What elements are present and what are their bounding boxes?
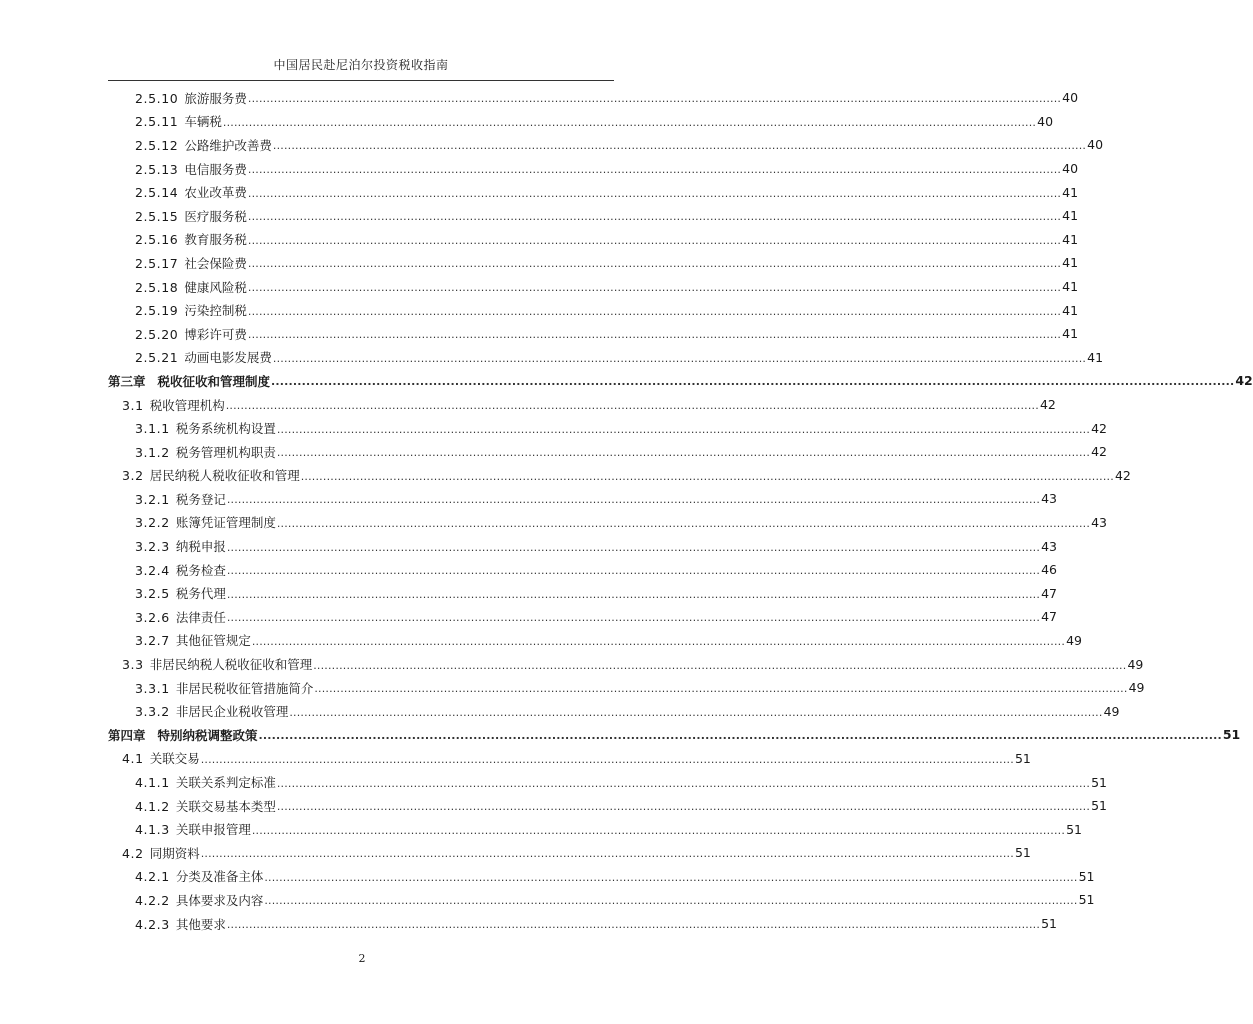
toc-entry-number: 2.5.12 — [135, 137, 179, 153]
toc-entry-page: 51 — [1078, 892, 1095, 908]
page-number: 2 — [358, 952, 366, 965]
toc-entry-label — [135, 207, 248, 225]
toc-entry[interactable] — [108, 440, 1107, 464]
toc-entry-title: 关联关系判定标准 — [175, 775, 276, 791]
toc-entry-title: 车辆税 — [184, 114, 222, 130]
toc-dot-leader: ............................................................................................................................................................................................................................ — [313, 658, 1127, 672]
toc-entry-number: 4.2 — [122, 845, 144, 861]
toc-entry-title: 公路维护改善费 — [184, 137, 272, 153]
toc-entry-page: 49 — [1128, 680, 1145, 696]
toc-entry-page: 51 — [1222, 727, 1241, 743]
toc-dot-leader: ............................................................................................................................................................................................................................ — [200, 847, 1014, 861]
toc-entry-page: 51 — [1091, 774, 1107, 790]
toc-entry[interactable] — [108, 865, 1095, 889]
toc-dot-leader: ............................................................................................................................................................................................................................ — [247, 233, 1062, 247]
toc-entry[interactable] — [108, 652, 1144, 676]
toc-entry-title: 税务检查 — [175, 562, 226, 578]
toc-entry-label — [135, 112, 223, 130]
toc-entry-title: 同期资料 — [149, 845, 200, 861]
toc-entry-number: 2.5.21 — [135, 350, 179, 366]
toc-dot-leader: ............................................................................................................................................................................................................................ — [314, 682, 1128, 696]
toc-entry-label — [135, 631, 252, 649]
toc-entry-page: 47 — [1041, 585, 1057, 601]
toc-entry-label — [122, 466, 301, 484]
toc-entry-number: 3.2.6 — [135, 609, 170, 625]
toc-entry-page: 47 — [1041, 609, 1057, 625]
toc-entry-number: 3.2.3 — [135, 539, 170, 555]
toc-entry-label — [108, 372, 271, 390]
toc-entry-title: 非居民企业税收管理 — [175, 704, 289, 720]
toc-dot-leader: ............................................................................................................................................................................................................................ — [247, 257, 1062, 271]
toc-dot-leader: ............................................................................................................................................................................................................................ — [272, 351, 1087, 365]
toc-entry-title: 税收征收和管理制度 — [157, 373, 271, 389]
toc-dot-leader: ............................................................................................................................................................................................................................ — [271, 375, 1235, 389]
toc-entry[interactable] — [108, 747, 1031, 771]
toc-entry-page: 40 — [1062, 90, 1079, 106]
toc-dot-leader: ............................................................................................................................................................................................................................ — [247, 163, 1062, 177]
toc-entry-title: 具体要求及内容 — [175, 892, 264, 908]
toc-dot-leader: ............................................................................................................................................................................................................................ — [226, 611, 1041, 625]
toc-entry-page: 43 — [1041, 538, 1057, 554]
toc-entry-page: 49 — [1066, 632, 1082, 648]
page-header-title: 中国居民赴尼泊尔投资税收指南 — [273, 58, 449, 72]
table-of-contents — [108, 86, 1253, 935]
header-divider — [108, 80, 614, 81]
toc-entry-title: 居民纳税人税收征收和管理 — [149, 468, 300, 484]
toc-dot-leader: ............................................................................................................................................................................................................................ — [247, 186, 1062, 200]
toc-dot-leader: ............................................................................................................................................................................................................................ — [200, 752, 1014, 766]
toc-entry[interactable] — [108, 676, 1145, 700]
toc-entry-number: 4.1.2 — [135, 798, 170, 814]
toc-entry-label — [122, 655, 313, 673]
toc-entry[interactable] — [108, 511, 1107, 535]
toc-entry-label — [135, 773, 277, 791]
toc-entry-page: 41 — [1062, 302, 1079, 318]
toc-entry-label — [135, 89, 248, 107]
toc-entry-label — [135, 183, 248, 201]
toc-dot-leader: ............................................................................................................................................................................................................................ — [226, 540, 1041, 554]
toc-entry-label — [135, 820, 252, 838]
toc-entry[interactable] — [108, 393, 1056, 417]
toc-dot-leader: ............................................................................................................................................................................................................................ — [247, 210, 1062, 224]
toc-entry-title: 社会保险费 — [184, 255, 247, 271]
toc-dot-leader: ............................................................................................................................................................................................................................ — [276, 800, 1091, 814]
toc-entry-title: 税务管理机构职责 — [175, 444, 276, 460]
toc-dot-leader: ............................................................................................................................................................................................................................ — [226, 587, 1041, 601]
toc-entry-page: 42 — [1039, 397, 1056, 413]
toc-entry-page: 49 — [1127, 656, 1144, 672]
toc-entry-page: 42 — [1091, 444, 1107, 460]
toc-entry-label — [135, 702, 289, 720]
toc-dot-leader: ............................................................................................................................................................................................................................ — [226, 918, 1041, 932]
toc-entry-number: 4.1.3 — [135, 822, 170, 838]
toc-entry-label — [135, 278, 248, 296]
toc-dot-leader: ............................................................................................................................................................................................................................ — [247, 92, 1062, 106]
toc-entry[interactable] — [108, 629, 1082, 653]
toc-entry[interactable] — [108, 157, 1079, 181]
toc-dot-leader: ............................................................................................................................................................................................................................ — [247, 281, 1062, 295]
toc-entry[interactable] — [108, 346, 1104, 370]
toc-dot-leader: ............................................................................................................................................................................................................................ — [276, 516, 1091, 530]
toc-entry-title: 农业改革费 — [184, 185, 247, 201]
toc-entry[interactable] — [108, 794, 1107, 818]
toc-entry-page: 43 — [1091, 514, 1107, 530]
toc-dot-leader: ............................................................................................................................................................................................................................ — [247, 328, 1062, 342]
toc-entry-number: 3.2.5 — [135, 586, 170, 602]
toc-entry[interactable] — [108, 298, 1079, 322]
toc-entry-label — [135, 230, 248, 248]
toc-dot-leader: ............................................................................................................................................................................................................................ — [258, 729, 1222, 743]
toc-entry-label — [122, 396, 226, 414]
toc-entry[interactable] — [108, 251, 1079, 275]
toc-entry-title: 关联交易基本类型 — [175, 798, 276, 814]
toc-entry-label — [122, 844, 201, 862]
toc-entry-number: 2.5.14 — [135, 185, 179, 201]
toc-entry-page: 49 — [1103, 703, 1120, 719]
toc-entry-label — [135, 325, 248, 343]
toc-entry-page: 51 — [1014, 750, 1031, 766]
toc-dot-leader: ............................................................................................................................................................................................................................ — [276, 446, 1091, 460]
toc-entry[interactable] — [108, 723, 1241, 747]
toc-entry-page: 40 — [1037, 113, 1054, 129]
toc-entry-number: 3.3.1 — [135, 680, 170, 696]
toc-entry[interactable] — [108, 912, 1057, 936]
toc-entry-title: 账簿凭证管理制度 — [175, 515, 276, 531]
toc-entry-number: 4.1.1 — [135, 775, 170, 791]
toc-entry[interactable] — [108, 581, 1057, 605]
toc-entry-number: 4.2.2 — [135, 892, 170, 908]
toc-entry-page: 40 — [1087, 137, 1104, 153]
toc-entry-label — [135, 584, 227, 602]
toc-entry-number: 3.2 — [122, 468, 144, 484]
toc-entry-label — [135, 301, 248, 319]
toc-dot-leader: ............................................................................................................................................................................................................................ — [226, 493, 1041, 507]
toc-entry-number: 2.5.15 — [135, 208, 179, 224]
toc-entry-page: 41 — [1062, 208, 1079, 224]
toc-entry[interactable] — [108, 770, 1107, 794]
toc-dot-leader: ............................................................................................................................................................................................................................ — [276, 422, 1091, 436]
toc-entry-title: 税务代理 — [175, 586, 226, 602]
toc-entry-label — [135, 160, 248, 178]
toc-entry[interactable] — [108, 110, 1054, 134]
toc-entry-label — [135, 254, 248, 272]
toc-entry-number: 3.1.2 — [135, 444, 170, 460]
toc-entry-page: 51 — [1066, 821, 1082, 837]
toc-entry-title: 旅游服务费 — [184, 90, 247, 106]
toc-entry-page: 40 — [1062, 161, 1079, 177]
toc-entry-title: 电信服务费 — [184, 161, 247, 177]
toc-entry-page: 42 — [1235, 373, 1253, 389]
toc-entry[interactable] — [108, 228, 1079, 252]
toc-entry-number: 3.1 — [122, 397, 144, 413]
toc-entry-title: 其他要求 — [175, 916, 226, 932]
toc-entry-title: 健康风险税 — [184, 279, 247, 295]
toc-dot-leader: ............................................................................................................................................................................................................................ — [222, 115, 1037, 129]
toc-entry-number: 3.3.2 — [135, 704, 170, 720]
toc-entry[interactable] — [108, 605, 1057, 629]
toc-entry-title: 税务登记 — [175, 491, 226, 507]
toc-entry-number: 2.5.17 — [135, 255, 179, 271]
toc-dot-leader: ............................................................................................................................................................................................................................ — [225, 399, 1039, 413]
toc-entry-title: 关联申报管理 — [175, 822, 251, 838]
toc-entry-label — [135, 419, 277, 437]
toc-entry-number: 3.2.7 — [135, 633, 170, 649]
toc-entry-page: 41 — [1062, 255, 1079, 271]
toc-entry[interactable] — [108, 558, 1057, 582]
toc-entry-number: 4.1 — [122, 751, 144, 767]
toc-entry-label — [135, 797, 277, 815]
toc-entry-label — [135, 561, 227, 579]
toc-entry-label — [135, 608, 227, 626]
toc-entry-number: 3.3 — [122, 657, 144, 673]
toc-entry[interactable] — [108, 487, 1057, 511]
toc-entry[interactable] — [108, 464, 1131, 488]
toc-dot-leader: ............................................................................................................................................................................................................................ — [247, 304, 1062, 318]
toc-entry-title: 非居民税收征管措施简介 — [175, 680, 314, 696]
toc-entry-page: 42 — [1114, 467, 1131, 483]
toc-entry-label — [108, 726, 259, 744]
toc-dot-leader: ............................................................................................................................................................................................................................ — [276, 776, 1091, 790]
toc-entry-page: 41 — [1062, 279, 1079, 295]
toc-entry-number: 3.2.4 — [135, 562, 170, 578]
toc-entry-label — [135, 513, 277, 531]
toc-dot-leader: ............................................................................................................................................................................................................................ — [251, 823, 1066, 837]
toc-entry[interactable] — [108, 841, 1031, 865]
toc-entry[interactable] — [108, 275, 1079, 299]
toc-entry-page: 51 — [1014, 845, 1031, 861]
toc-entry-page: 41 — [1087, 349, 1104, 365]
toc-entry-label — [135, 348, 273, 366]
toc-dot-leader: ............................................................................................................................................................................................................................ — [264, 894, 1078, 908]
toc-entry-label — [135, 891, 264, 909]
toc-entry-number: 2.5.11 — [135, 114, 179, 130]
toc-entry[interactable] — [108, 817, 1082, 841]
toc-entry[interactable] — [108, 322, 1079, 346]
toc-entry-title: 税收管理机构 — [149, 397, 225, 413]
toc-entry-title: 关联交易 — [149, 751, 200, 767]
toc-dot-leader: ............................................................................................................................................................................................................................ — [300, 469, 1114, 483]
toc-entry-number: 2.5.19 — [135, 303, 179, 319]
toc-entry-title: 医疗服务税 — [184, 208, 247, 224]
toc-entry-title: 分类及准备主体 — [175, 869, 264, 885]
toc-entry-number: 2.5.20 — [135, 326, 179, 342]
toc-entry[interactable] — [108, 133, 1104, 157]
toc-entry[interactable] — [108, 534, 1057, 558]
toc-entry-number: 4.2.1 — [135, 869, 170, 885]
toc-entry-title: 博彩许可费 — [184, 326, 247, 342]
toc-entry-title: 特别纳税调整政策 — [157, 727, 258, 743]
toc-entry-label — [135, 679, 314, 697]
toc-entry-title: 非居民纳税人税收征收和管理 — [149, 657, 313, 673]
toc-entry-label — [135, 490, 227, 508]
toc-dot-leader: ............................................................................................................................................................................................................................ — [289, 705, 1103, 719]
toc-entry-number: 2.5.10 — [135, 90, 179, 106]
toc-entry-label — [122, 749, 201, 767]
toc-entry-number: 3.2.2 — [135, 515, 170, 531]
toc-entry-label — [135, 915, 227, 933]
toc-dot-leader: ............................................................................................................................................................................................................................ — [272, 139, 1087, 153]
toc-entry-label — [135, 537, 227, 555]
toc-entry-title: 法律责任 — [175, 609, 226, 625]
toc-entry-label — [135, 136, 273, 154]
toc-entry-number: 2.5.16 — [135, 232, 179, 248]
toc-entry-title: 纳税申报 — [175, 539, 226, 555]
toc-entry-number: 第四章 — [108, 727, 146, 743]
toc-entry[interactable] — [108, 888, 1095, 912]
toc-entry[interactable] — [108, 204, 1079, 228]
toc-entry-page: 41 — [1062, 184, 1079, 200]
toc-entry-page: 46 — [1041, 562, 1057, 578]
toc-entry-number: 第三章 — [108, 373, 146, 389]
toc-entry[interactable] — [108, 86, 1079, 110]
toc-entry[interactable] — [108, 699, 1120, 723]
toc-dot-leader: ............................................................................................................................................................................................................................ — [226, 564, 1041, 578]
toc-entry[interactable] — [108, 416, 1107, 440]
toc-entry-number: 4.2.3 — [135, 916, 170, 932]
toc-entry-title: 教育服务税 — [184, 232, 247, 248]
toc-entry-number: 3.1.1 — [135, 421, 170, 437]
toc-entry-title: 污染控制税 — [184, 303, 247, 319]
toc-entry[interactable] — [108, 180, 1079, 204]
toc-entry-page: 41 — [1062, 231, 1079, 247]
toc-dot-leader: ............................................................................................................................................................................................................................ — [251, 634, 1066, 648]
toc-entry-page: 43 — [1041, 491, 1057, 507]
toc-entry-title: 税务系统机构设置 — [175, 421, 276, 437]
toc-entry-title: 动画电影发展费 — [184, 350, 272, 366]
toc-entry-title: 其他征管规定 — [175, 633, 251, 649]
toc-entry-number: 2.5.13 — [135, 161, 179, 177]
toc-dot-leader: ............................................................................................................................................................................................................................ — [264, 870, 1078, 884]
toc-entry-page: 41 — [1062, 326, 1079, 342]
toc-entry-number: 3.2.1 — [135, 491, 170, 507]
toc-entry-label — [135, 867, 264, 885]
toc-entry-page: 51 — [1078, 868, 1095, 884]
toc-entry-page: 51 — [1091, 798, 1107, 814]
toc-entry-page: 51 — [1041, 916, 1057, 932]
toc-entry-page: 42 — [1091, 420, 1107, 436]
toc-entry-label — [135, 443, 277, 461]
toc-entry[interactable] — [108, 369, 1253, 393]
toc-entry-number: 2.5.18 — [135, 279, 179, 295]
